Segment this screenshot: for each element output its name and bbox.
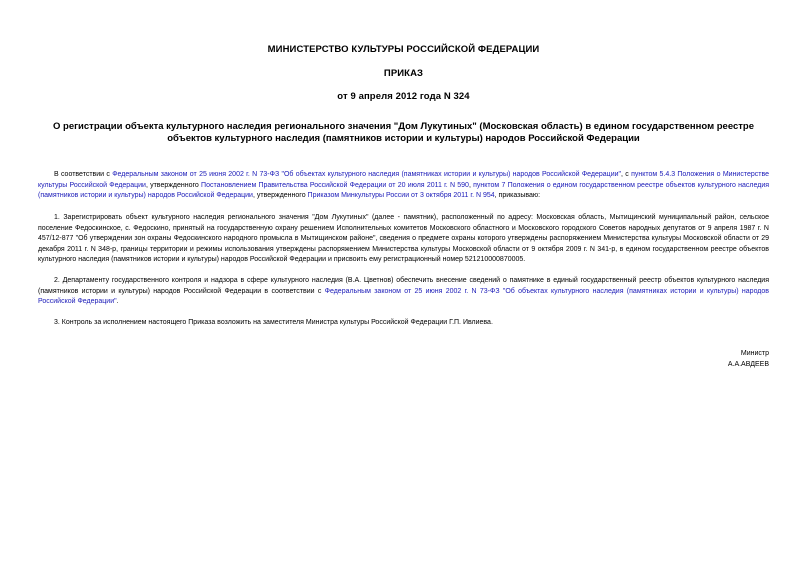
ministry-heading: МИНИСТЕРСТВО КУЛЬТУРЫ РОССИЙСКОЙ ФЕДЕРАЦИИ [267, 44, 540, 55]
preamble-text-5: , утвержденного [252, 192, 308, 199]
document-title: О регистрации объекта культурного наследия регионального значения "Дом Лукутиных" (Московская область) в едином государственном реестре объектов культурного наследия (памятников истории и культуры) народов Российской Федерации [52, 121, 755, 144]
signature-name: А.А.АВДЕЕВ [727, 361, 769, 368]
registry-regulation-link[interactable]: пунктом 7 Положения о едином государственном реестре объектов культурного наследия (памятников истории и культуры) народов Российской Федерации [38, 181, 770, 199]
signature-title: Министр [740, 350, 769, 357]
document-type-heading: ПРИКАЗ [383, 68, 424, 79]
preamble-text-1: В соответствии с [54, 171, 113, 178]
item-2-text-2: . [116, 298, 119, 305]
item-2-federal-law-link[interactable]: Федеральным законом от 25 июня 2002 г. N 73-ФЗ "Об объектах культурного наследия (памятниках истории и культуры) народов Российской Федерации" [38, 287, 769, 305]
document-date-number: от 9 апреля 2012 года N 324 [337, 91, 470, 102]
item-2-paragraph [38, 276, 769, 308]
preamble-text-6: , приказываю: [494, 192, 541, 199]
preamble-text-3: , утвержденного [145, 181, 202, 189]
item-3-paragraph: 3. Контроль за исполнением настоящего Приказа возложить на заместителя Министра культуры Российской Федерации Г.П. Ивлиева. [54, 319, 493, 326]
ministry-order-link[interactable]: Приказом Минкультуры России от 3 октября 2011 г. N 954 [307, 192, 495, 199]
government-decree-link[interactable]: Постановлением Правительства Российской Федерации от 20 июля 2011 г. N 590 [201, 181, 469, 189]
federal-law-link[interactable]: Федеральным законом от 25 июня 2002 г. N 73-ФЗ "Об объектах культурного наследия (памятниках истории и культуры) народов Российской Федерации" [112, 171, 621, 178]
preamble-text-2: , с [621, 171, 632, 178]
preamble-paragraph [38, 170, 769, 202]
item-2-text-1: 2. Департаменту государственного контроля и надзора в сфере культурного наследия (В.А. Цветнов) обеспечить внесение сведений о памятнике в единый государственный реестр объектов культурного наследия (памятников истории и культуры) народов Российской Федерации в соответствии с [38, 277, 769, 295]
preamble-text-4: , [468, 181, 474, 189]
ministry-regulation-link[interactable]: пунктом 5.4.3 Положения о Министерстве культуры Российской Федерации [38, 171, 769, 189]
item-1-paragraph: 1. Зарегистрировать объект культурного наследия регионального значения "Дом Лукутиных" (далее - памятник), расположенный по адресу: Московская область, Мытищинский муниципальный район, сельское поселение Федоскинское, с. Федоскино, принятый на государственную охрану решением Исполнительных комитетов Московского областного и Московского городского Советов народных депутатов от 9 апреля 1987 г. N 457/12-877 "Об утверждении зон охраны Федоскинского народного промысла в Мытищинском районе", сведения о предмете охраны которого утверждены распоряжением Министерства культуры Московской области от 29 декабря 2011 г. N 348-р, границы территории и режимы использования утверждены распоряжением Министерства культуры Московской области от 9 октября 2009 г. N 341-р, в едином государственном реестре объектов культурного наследия (памятников истории и культуры) народов Российской Федерации и присвоить ему регистрационный номер 521210000870005. [38, 214, 769, 263]
